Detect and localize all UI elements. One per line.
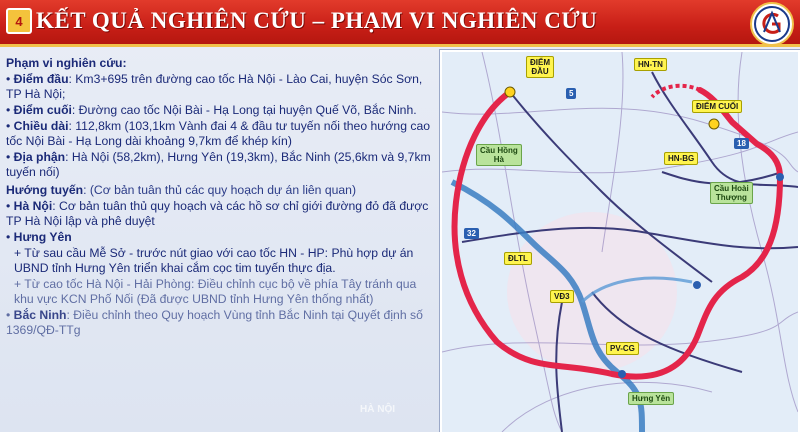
pv-cg-label: PV-CG xyxy=(606,342,639,355)
area-label: Địa phận xyxy=(13,150,66,164)
vd3-label: VĐ3 xyxy=(550,290,574,303)
map-canvas xyxy=(442,52,798,432)
area-item: • Địa phận: Hà Nội (58,2km), Hưng Yên (19,3km), Bắc Ninh (25,6km và 9,7km tuyến nối) xyxy=(6,150,431,179)
route-map xyxy=(440,50,800,432)
start-point-item: • Điểm đầu: Km3+695 trên đường cao tốc Hà Nội - Lào Cai, huyện Sóc Sơn, TP Hà Nội; xyxy=(6,72,423,101)
watermark: HÀ NỘI xyxy=(360,404,395,415)
hungyen-subitem-1: + Từ sau cầu Mễ Sở - trước nút giao với cao tốc HN - HP: Phù hợp dự án UBND tỉnh Hưng Yên triển khai cắm cọc tim tuyến thực địa. xyxy=(14,246,414,275)
hung-yen-map-label: Hưng Yên xyxy=(628,392,674,405)
route-note: : (Cơ bản tuân thủ các quy hoạch dự án liên quan) xyxy=(83,183,357,197)
start-point-label: Điểm đầu xyxy=(13,72,69,86)
length-label: Chiều dài xyxy=(13,119,69,133)
start-point-text: : Km3+695 trên đường cao tốc Hà Nội - Lào Cai, huyện Sóc Sơn, TP Hà Nội; xyxy=(6,72,423,101)
hn-bg-label: HN-BG xyxy=(664,152,698,165)
end-point-map-label: ĐIỂM CUỐI xyxy=(692,100,742,113)
scope-heading: Phạm vi nghiên cứu: xyxy=(6,56,127,70)
end-point-label: Điểm cuối xyxy=(13,103,72,117)
hong-ha-bridge-label: Cầu Hồng Hà xyxy=(476,144,522,166)
route-5-tag: 5 xyxy=(566,88,576,99)
start-point-map-label: ĐIỂM ĐẦU xyxy=(526,56,554,78)
hanoi-item: • Hà Nội: Cơ bản tuân thủ quy hoạch và các hồ sơ chỉ giới đường đỏ đã được TP Hà Nội lập và phê duyệt xyxy=(6,199,429,228)
bacninh-label: Bắc Ninh xyxy=(13,308,67,322)
junction-marker-south xyxy=(618,370,626,378)
start-point-marker xyxy=(505,87,515,97)
bacninh-text: : Điều chỉnh theo Quy hoạch Vùng tỉnh Bắc Ninh tại Quyết định số 1369/QĐ-TTg xyxy=(6,308,423,337)
length-item: • Chiều dài: 112,8km (103,1km Vành đai 4 & đầu tư tuyến nối theo hướng cao tốc Nội Bài - Hạ Long dài khoảng 9,7km để khép kín) xyxy=(6,119,431,148)
area-text: : Hà Nội (58,2km), Hưng Yên (19,3km), Bắc Ninh (25,6km và 9,7km tuyến nối) xyxy=(6,150,431,179)
route-heading: Hướng tuyến xyxy=(6,183,84,197)
end-point-item: • Điểm cuối: Đường cao tốc Nội Bài - Hạ Long tại huyện Quế Võ, Bắc Ninh. xyxy=(6,103,417,117)
hoai-thuong-bridge-label: Cầu Hoài Thượng xyxy=(710,182,753,204)
route-32-tag: 32 xyxy=(464,228,479,239)
hungyen-item: • Hưng Yên xyxy=(6,230,72,244)
vec-logo xyxy=(750,2,794,46)
hungyen-subitem-2: + Từ cao tốc Hà Nội - Hải Phòng: Điều chỉnh cục bộ về phía Tây tránh qua khu vực KCN Phố Nối (Đã được UBND tỉnh Hưng Yên thống nhất) xyxy=(14,277,417,306)
slide-title: KẾT QUẢ NGHIÊN CỨU – PHẠM VI NGHIÊN CỨU xyxy=(36,8,598,33)
end-point-marker xyxy=(709,119,719,129)
scope-text-panel xyxy=(0,50,438,432)
end-point-text: : Đường cao tốc Nội Bài - Hạ Long tại huyện Quế Võ, Bắc Ninh. xyxy=(71,103,417,117)
junction-marker-se xyxy=(693,281,701,289)
hanoi-label: Hà Nội xyxy=(13,199,53,213)
hungyen-label: Hưng Yên xyxy=(13,230,72,244)
hn-tn-label: HN-TN xyxy=(634,58,667,71)
title-bar xyxy=(0,0,800,47)
length-text: : 112,8km (103,1km Vành đai 4 & đầu tư tuyến nối theo hướng cao tốc Nội Bài - Hạ Long dài khoảng 9,7km để khép kín) xyxy=(6,119,431,148)
hanoi-text: : Cơ bản tuân thủ quy hoạch và các hồ sơ chỉ giới đường đỏ đã được TP Hà Nội lập và phê duyệt xyxy=(6,199,429,228)
slide-number-badge: 4 xyxy=(6,8,32,34)
junction-marker-east xyxy=(776,173,784,181)
route-heading-row xyxy=(6,183,434,198)
route-18-tag: 18 xyxy=(734,138,749,149)
bacninh-item: • Bắc Ninh: Điều chỉnh theo Quy hoạch Vùng tỉnh Bắc Ninh tại Quyết định số 1369/QĐ-TTg xyxy=(6,308,423,337)
dltl-label: ĐLTL xyxy=(504,252,532,265)
